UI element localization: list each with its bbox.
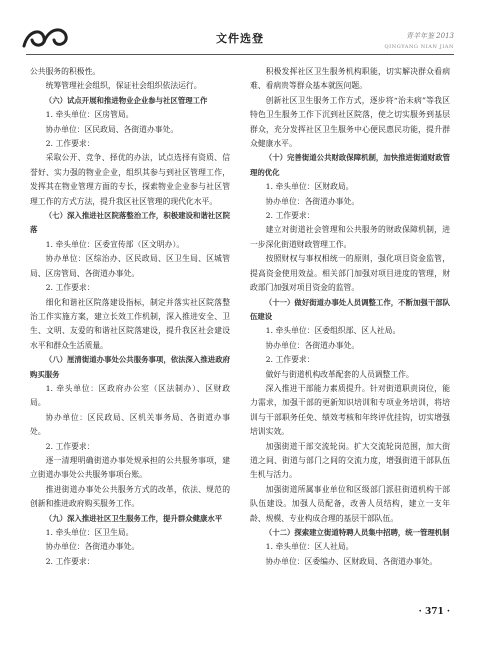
paragraph: 协办单位：各街道办事处。 bbox=[265, 196, 360, 206]
paragraph: 1. 牵头单位：区卫生局。 bbox=[45, 528, 134, 537]
paragraph: 建立对街道社会管理和公共服务的财政保障机制，进一步深化街道财政管理工作。 bbox=[250, 225, 450, 249]
paragraph: 2. 工作要求： bbox=[265, 355, 315, 365]
paragraph: 1. 牵头单位：区委组织部、区人社局。 bbox=[265, 326, 401, 336]
paragraph: 协办单位：区民政局、各街道办事处。 bbox=[45, 124, 179, 134]
paragraph: 按照财权与事权相统一的原则，强化项目资金监管，提高资金使用效益。相关部门加强对项目进度的管理，财政部门加强对项目资金的监管。 bbox=[250, 254, 450, 293]
paragraph: 1. 牵头单位：区财政局。 bbox=[265, 182, 354, 192]
yearbook-pinyin: QINGYANG NIAN JIAN bbox=[384, 44, 454, 50]
page-header bbox=[0, 0, 480, 60]
paragraph: 2. 工作要求： bbox=[45, 139, 95, 149]
section-heading: （十二）探索建立街道特聘人员集中招聘，统一管理机制 bbox=[264, 528, 450, 537]
right-column bbox=[250, 65, 450, 569]
paragraph: 1. 牵头单位：区房管局。 bbox=[45, 110, 134, 120]
paragraph: 协办单位：各街道办事处。 bbox=[265, 340, 360, 350]
paragraph: 加强街道所属事业单位和区级部门派驻街道机构干部队伍建设。加强人员配备，改善人员结构，建立一支年龄、规模、专业构成合理的基层干部队伍。 bbox=[250, 484, 450, 523]
paragraph: 协办单位：区民政局、区机关事务局、各街道办事处。 bbox=[30, 412, 230, 437]
paragraph: 协办单位：区综治办、区民政局、区卫生局、区城管局、区房管局、各街道办事处。 bbox=[30, 254, 230, 278]
paragraph: 协办单位：区委编办、区财政局、各街道办事处。 bbox=[265, 556, 438, 566]
paragraph: 逐一清理明确街道办事处规承担的公共服务事项，建立街道办事处公共服务事项台账。 bbox=[30, 455, 230, 480]
paragraph: 1. 牵头单位：区委宣传部（区文明办）。 bbox=[45, 239, 185, 249]
paragraph: 统筹管理社会组织，保证社会组织依法运行。 bbox=[45, 81, 202, 91]
section-heading: （八）厘清街道办事处公共服务事项，依法深入推进政府购买服务 bbox=[30, 355, 230, 379]
paragraph: 2. 工作要求： bbox=[45, 283, 95, 293]
section-heading: （十）完善街道公共财政保障机制，加快推进街道财政管理的优化 bbox=[250, 153, 450, 177]
section-heading: （九）深入推进社区卫生服务工作，提升群众健康水平 bbox=[44, 513, 223, 523]
paragraph: 1. 牵头单位：区政府办公室（区法制办）、区财政局。 bbox=[30, 383, 230, 408]
header-rule bbox=[26, 54, 454, 55]
paragraph: 细化和谐社区院落建设指标，制定并落实社区院落整治工作实施方案，建立长效工作机制，深入推进安全、卫生、文明、友爱的和谐社区院落建设，提升我区社会建设水平和群众生活质量。 bbox=[30, 297, 230, 350]
paragraph: 做好与街道机构改革配套的人员调整工作。 bbox=[265, 369, 414, 379]
paragraph: 2. 工作要求： bbox=[45, 441, 95, 451]
yearbook-label: 青羊年鉴 2013 bbox=[405, 32, 454, 40]
page-number: · 371 · bbox=[418, 607, 450, 617]
paragraph: 采取公开、竞争、择优的办法，试点选择有资质、信誉好、实力强的物业企业，组织其参与到社区管理工作，发挥其在物业管理方面的专长，探索物业企业参与社区管理工作的方式方法，提升我区社区管理的现代化水平。 bbox=[30, 153, 230, 206]
paragraph: 加强街道干部交流轮岗。扩大交流轮岗范围，加大街道之间、街道与部门之间的交流力度，增强街道干部队伍生机与活力。 bbox=[250, 441, 450, 480]
paragraph: 深入推进干部能力素质提升。针对街道职责岗位，能力需求，加强干部的更新知识培训和专项业务培训，将培训与干部职务任免、绩效考核和年终评优挂钩，切实增强培训实效。 bbox=[250, 383, 450, 437]
section-title: 文件选登 bbox=[216, 32, 264, 45]
paragraph: 1. 牵头单位：区人社局。 bbox=[265, 542, 354, 552]
paragraph: 2. 工作要求： bbox=[45, 556, 95, 566]
left-column bbox=[30, 65, 230, 569]
section-heading: （十一）做好街道办事处人员调整工作，不断加强干部队伍建设 bbox=[250, 297, 450, 321]
paragraph: 2. 工作要求： bbox=[265, 211, 315, 221]
paragraph: 创新社区卫生服务工作方式，逐步将“治未病”等我区特色卫生服务工作下沉到社区院落，使之切实服务到基层群众，充分发挥社区卫生服务中心便民惠民功能，提升群众健康水平。 bbox=[250, 95, 450, 149]
paragraph: 协办单位：各街道办事处。 bbox=[45, 542, 140, 552]
paragraph: 积极发挥社区卫生服务机构职能，切实解决群众看病难、看病贵等群众基本就医问题。 bbox=[250, 67, 450, 91]
section-heading: （六）试点开展和推进物业企业参与社区管理工作 bbox=[44, 95, 208, 105]
paragraph: 公共服务的积极性。 bbox=[30, 67, 101, 76]
section-heading: （七）深入推进社区院落整治工作，积极建设和谐社区院落 bbox=[30, 211, 230, 235]
paragraph: 推进街道办事处公共服务方式的改革，依法、规范的创新和推进政府购买服务工作。 bbox=[30, 484, 230, 509]
